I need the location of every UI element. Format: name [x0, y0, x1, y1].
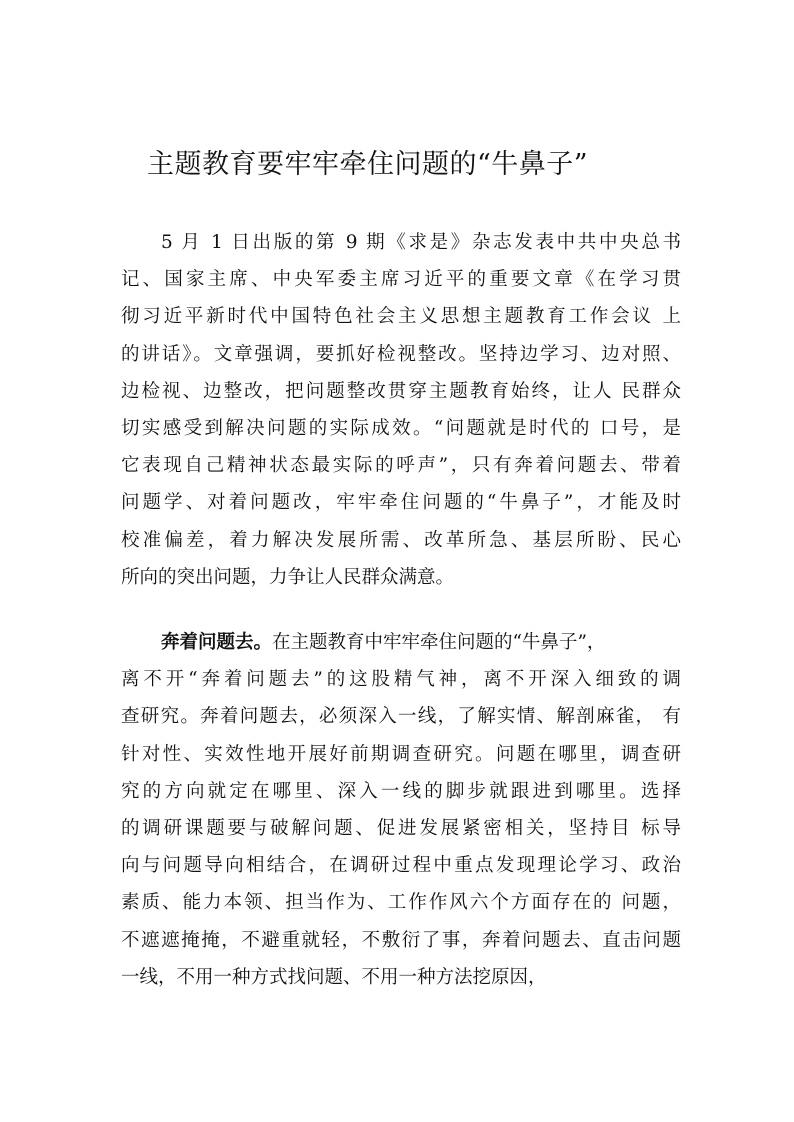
paragraph-first-line-text: 在主题教育中牢牢牵住问题的“牛鼻子”，: [272, 632, 606, 653]
paragraph-line: 5 月 1 日出版的第 9 期《求是》杂志发表中共中央总书: [161, 232, 681, 253]
paragraph-line: 问题学、对着问题改，牢牢牵住问题的“牛鼻子”，才能及时: [121, 492, 681, 514]
paragraph-line: 向与问题导向相结合，在调研过程中重点发现理论学习、政治: [121, 855, 681, 877]
paragraph-line: 素质、能力本领、担当作为、工作作风六个方面存在的 问题，: [121, 892, 681, 914]
paragraph-line: 的讲话》。文章强调，要抓好检视整改。坚持边学习、边对照、: [121, 343, 681, 365]
paragraph-line: 切实感受到解决问题的实际成效。“问题就是时代的 口号，是: [121, 417, 681, 439]
paragraph-line: 一线，不用一种方式找问题、不用一种方法挖原因，: [121, 966, 547, 988]
paragraph-line: 记、国家主席、中央军委主席习近平的重要文章《在学习贯: [121, 269, 681, 291]
paragraph-line: 查研究。奔着问题去，必须深入一线，了解实情、解剖麻雀， 有: [121, 706, 681, 728]
paragraph-line: 它表现自己精神状态最实际的呼声”，只有奔着问题去、带着: [121, 455, 681, 477]
paragraph-line: 针对性、实效性地开展好前期调查研究。问题在哪里，调查研: [121, 743, 681, 765]
document-title: 主题教育要牢牢牵住问题的“牛鼻子”: [147, 149, 589, 180]
paragraph-lead-heading: 奔着问题去。: [161, 632, 273, 653]
paragraph-line: 不遮遮掩掩，不避重就轻，不敷衍了事，奔着问题去、直击问题: [121, 929, 681, 951]
paragraph-line: 离不开“奔着问题去”的这股精气神，离不开深入细致的调: [121, 669, 681, 691]
paragraph-line: 的调研课题要与破解问题、促进发展紧密相关，坚持目 标导: [121, 817, 681, 839]
paragraph-first-line: [121, 624, 681, 661]
paragraph-line: 究的方向就定在哪里、深入一线的脚步就跟进到哪里。选择: [121, 780, 681, 802]
paragraph-2: [121, 624, 681, 996]
paragraph-line: 所向的突出问题，力争让人民群众满意。: [121, 566, 455, 588]
paragraph-line: 彻习近平新时代中国特色社会主义思想主题教育工作会议 上: [121, 306, 681, 328]
paragraph-line: 校准偏差，着力解决发展所需、改革所急、基层所盼、民心: [121, 529, 681, 551]
paragraph-line: 边检视、边整改，把问题整改贯穿主题教育始终，让人 民群众: [121, 380, 681, 402]
paragraph-1: [121, 224, 681, 596]
